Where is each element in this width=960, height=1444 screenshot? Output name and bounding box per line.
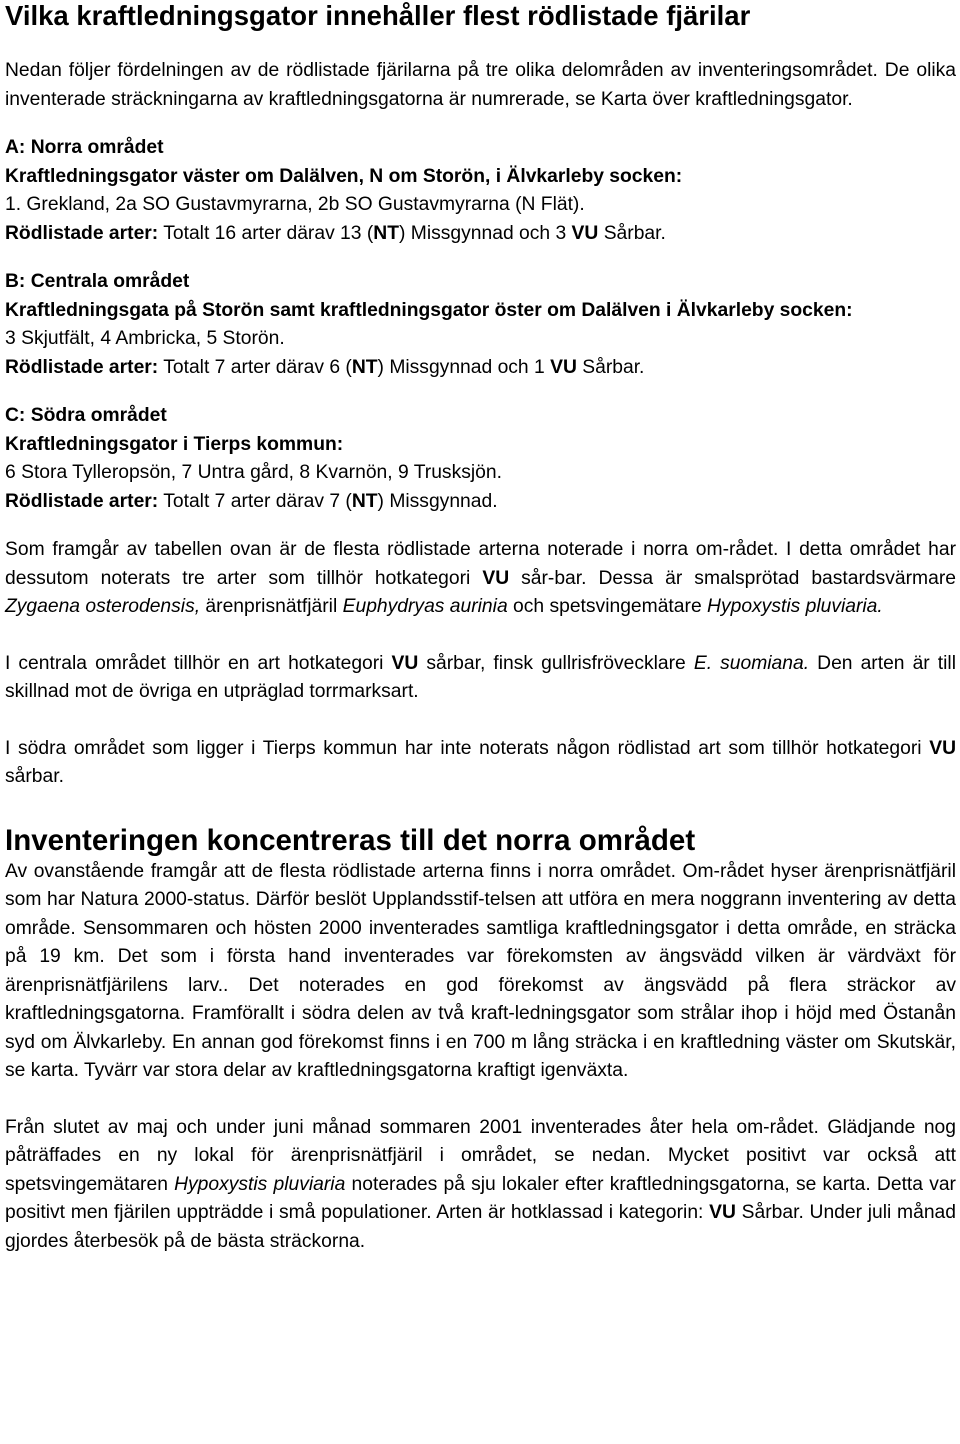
area-subheading: Kraftledningsgata på Storön samt kraftledningsgator öster om Dalälven i Älvkarleby socken:: [5, 299, 853, 321]
area-redlist-line: Rödlistade arter: Totalt 16 arter därav 13 (NT) Missgynnad och 3 VU Sårbar.: [5, 222, 666, 244]
area-sites: 6 Stora Tylleropsön, 7 Untra gård, 8 Kvarnön, 9 Trusksjön.: [5, 462, 502, 483]
nt-badge: NT: [373, 222, 399, 244]
area-heading: A: Norra området: [5, 137, 164, 158]
area-sites: 3 Skjutfält, 4 Ambricka, 5 Storön.: [5, 328, 285, 349]
area-redlist-line: Rödlistade arter: Totalt 7 arter därav 6 (NT) Missgynnad och 1 VU Sårbar.: [5, 356, 645, 378]
redlist-label: Rödlistade arter:: [5, 490, 159, 512]
species-name: E. suomiana.: [693, 652, 810, 674]
intro-paragraph: Nedan följer fördelningen av de rödlistade fjärilarna på tre olika delområden av inventeringsområdet. De olika inventerade sträckningarna av kraftledningsgatorna är numrerade, se Karta över kraftledningsgator.: [5, 60, 956, 110]
paragraph-north-summary: Som framgår av tabellen ovan är de flesta rödlistade arterna noterade i norra om-rådet. I detta området har dessutom noterats tre arter som tillhör hotkategori VU sår-bar. Dessa är smalsprötad bastardsvärmare Zygaena osterodensis, ärenprisnätfjäril Euphydryas aurinia och spetsvingemätare Hypoxystis pluviaria.: [5, 539, 956, 617]
redlist-label: Rödlistade arter:: [5, 356, 159, 378]
redlist-label: Rödlistade arter:: [5, 222, 159, 244]
area-block-c: [5, 402, 956, 516]
vu-badge: VU: [709, 1202, 736, 1223]
paragraph-inventory-2000: Av ovanstående framgår att de flesta rödlistade arterna finns i norra området. Om-rådet hyser ärenprisnätfjäril som har Natura 2000-status. Därför beslöt Upplandsstif-telsen att utföra en mera noggrann inventering av detta område. Sensommaren och hösten 2000 inventerades samtliga kraftledningsgator i detta område, en sträcka på 19 km. Det som i första hand inventerades var förekomsten av ängsvädd vilken är värdväxt för ärenprisnätfjärilens larv.. Det noterades en god förekomst av ängsvädd på flera sträckor av kraftledningsgatorna. Framförallt i södra delen av två kraft-ledningsgator som strålar ihop i höjd med Östanån syd om Älvkarleby. En annan god förekomst finns i en 700 m lång sträcka i en kraftledning väster om Skutskär, se karta. Tyvärr var stora delar av kraftledningsgatorna kraftigt igenväxta.: [5, 860, 956, 1081]
area-heading: B: Centrala området: [5, 271, 190, 292]
paragraph-central-summary: I centrala området tillhör en art hotkategori VU sårbar, finsk gullrisfrövecklare E. suomiana. Den arten är till skillnad mot de övriga en utpräglad torrmarksart.: [5, 652, 956, 702]
area-block-b: [5, 268, 956, 382]
vu-badge: VU: [482, 567, 510, 589]
paragraph-south-summary: I södra området som ligger i Tierps kommun har inte noterats någon rödlistad art som tillhör hotkategori VU sårbar.: [5, 737, 956, 787]
area-subheading: Kraftledningsgator väster om Dalälven, N om Storön, i Älvkarleby socken:: [5, 165, 683, 187]
paragraph-inventory-2001: Från slutet av maj och under juni månad sommaren 2001 inventerades åter hela om-rådet. Glädjande nog påträffades en ny lokal för ärenprisnätfjäril i området, se nedan. Mycket positivt var också att spetsvingemätaren Hypoxystis pluviaria noterades på sju lokaler efter kraftledningsgatorna, se karta. Detta var positivt men fjärilen uppträdde i små populationer. Arten är hotklassad i kategorin: VU Sårbar. Under juli månad gjordes återbesök på de bästa sträckorna.: [5, 1116, 956, 1252]
nt-badge: NT: [351, 490, 378, 512]
species-name: Euphydryas aurinia: [342, 596, 508, 617]
area-heading: C: Södra området: [5, 405, 167, 426]
vu-badge: VU: [550, 356, 577, 378]
species-name: Hypoxystis pluviaria.: [707, 596, 883, 617]
vu-badge: VU: [929, 737, 956, 759]
area-block-a: [5, 134, 956, 248]
nt-badge: NT: [351, 356, 378, 378]
area-subheading: Kraftledningsgator i Tierps kommun:: [5, 433, 344, 455]
species-name: Zygaena osterodensis,: [5, 596, 201, 617]
area-redlist-line: Rödlistade arter: Totalt 7 arter därav 7 (NT) Missgynnad.: [5, 490, 498, 512]
species-name: Hypoxystis pluviaria: [174, 1173, 346, 1195]
vu-badge: VU: [571, 222, 599, 244]
section-heading: Inventeringen koncentreras till det norra området: [5, 823, 696, 857]
area-sites: 1. Grekland, 2a SO Gustavmyrarna, 2b SO Gustavmyrarna (N Flät).: [5, 194, 585, 215]
page-title: Vilka kraftledningsgator innehåller flest rödlistade fjärilar: [5, 0, 751, 31]
vu-badge: VU: [391, 652, 419, 674]
